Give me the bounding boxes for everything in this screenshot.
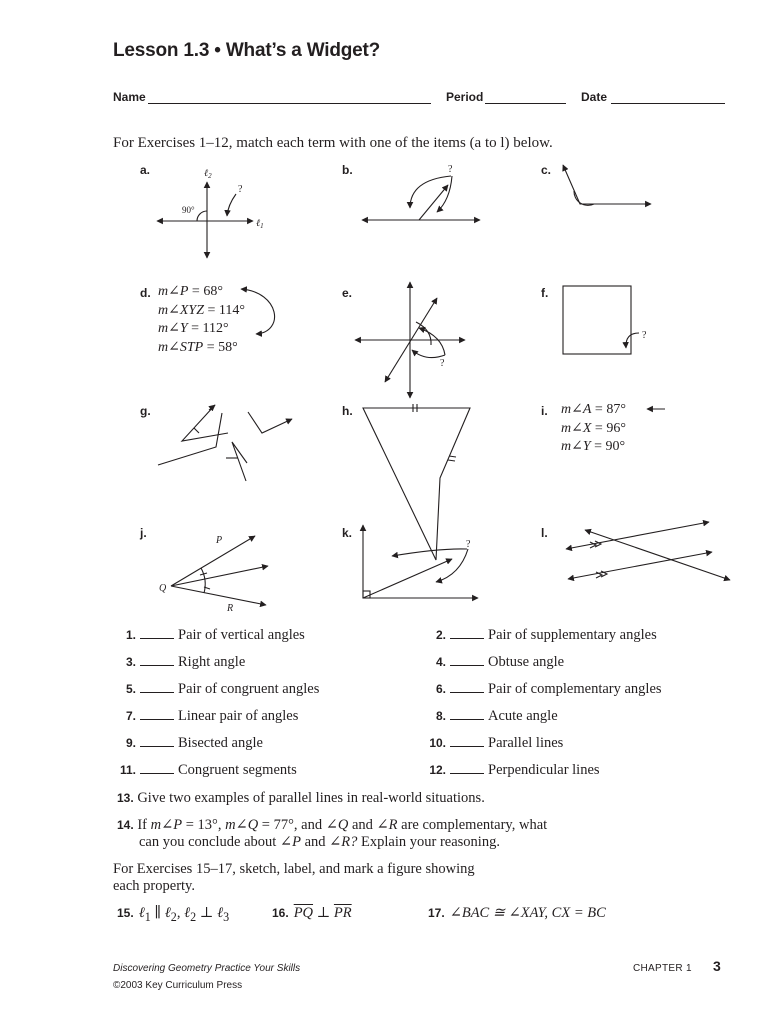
figure-k-complementary-angles [363, 525, 478, 598]
page-number: 3 [713, 958, 721, 974]
figure-e-label-question: ? [440, 358, 445, 369]
answer-blank-3[interactable] [140, 652, 174, 666]
period-label: Period [446, 90, 484, 104]
date-label: Date [581, 90, 608, 104]
figure-a-label-question: ? [238, 184, 243, 195]
figure-letter-a: a. [140, 163, 151, 177]
figure-a-label-l2: ℓ$_2$ [204, 168, 212, 180]
question-13: 13. Give two examples of parallel lines in real-world situations. [117, 790, 485, 806]
exercise-6: 6. Pair of complementary angles [435, 681, 662, 697]
figure-letter-j: j. [140, 526, 147, 540]
instructions-matching: For Exercises 1–12, match each term with one of the items (a to l) below. [113, 135, 553, 151]
answer-blank-4[interactable] [450, 652, 484, 666]
figure-j-bisected-angle [171, 536, 268, 605]
figure-j-label-r: R [227, 603, 234, 614]
exercise-11: 11. Congruent segments [119, 762, 297, 778]
question-16: 16. $\overline{PQ}$ ⊥ $\overline{PR}$ [272, 905, 352, 921]
figure-f-square [563, 286, 639, 354]
answer-blank-9[interactable] [140, 733, 174, 747]
exercise-8: 8. Acute angle [435, 708, 558, 724]
footer-copyright: ©2003 Key Curriculum Press [113, 980, 243, 991]
figure-i-line: m∠X = 96° [561, 420, 626, 436]
figure-a-label-angle: 90° [182, 205, 195, 215]
exercise-10: 10. Parallel lines [429, 735, 564, 751]
figure-letter-c: c. [541, 163, 552, 177]
figure-b-linear-pair [362, 176, 480, 220]
figure-b-label-question: ? [448, 164, 453, 175]
figure-letter-h: h. [342, 404, 353, 418]
exercise-12: 12. Perpendicular lines [429, 762, 600, 778]
figure-l-parallel-lines [566, 522, 730, 580]
figure-j-label-q: Q [159, 583, 167, 594]
question-17: 17. ∠BAC ≅ ∠XAY, CX = BC [428, 905, 606, 921]
exercise-3: 3. Right angle [125, 654, 246, 670]
answer-blank-8[interactable] [450, 706, 484, 720]
figure-d-line: m∠Y = 112° [158, 321, 229, 336]
figure-letter-b: b. [342, 163, 353, 177]
figure-k-label-question: ? [466, 539, 471, 550]
question-15: 15. ℓ$_1$ ∥ ℓ$_2$, ℓ$_2$ ⊥ ℓ$_3$ [117, 905, 230, 924]
figure-letter-g: g. [140, 404, 151, 418]
exercise-5: 5. Pair of congruent angles [125, 681, 320, 697]
answer-blank-1[interactable] [140, 625, 174, 639]
figure-d-line: m∠XYZ = 114° [158, 302, 245, 318]
name-label: Name [113, 90, 146, 104]
figure-letter-i: i. [541, 404, 548, 418]
figure-letter-f: f. [541, 286, 549, 300]
figure-i-line: m∠Y = 90° [561, 439, 626, 454]
instructions-sketch: For Exercises 15–17, sketch, label, and mark a figure showing each property. [113, 861, 475, 894]
exercise-7: 7. Linear pair of angles [125, 708, 299, 724]
answer-blank-10[interactable] [450, 733, 484, 747]
figure-a-label-l1: ℓ$_1$ [256, 218, 264, 230]
footer-chapter: CHAPTER 1 [633, 963, 692, 974]
answer-blank-12[interactable] [450, 760, 484, 774]
footer-book-title: Discovering Geometry Practice Your Skills [113, 963, 301, 974]
lesson-title: Lesson 1.3 • What’s a Widget? [113, 40, 381, 61]
figure-letter-e: e. [342, 286, 353, 300]
answer-blank-11[interactable] [140, 760, 174, 774]
figure-h-triangle [363, 404, 470, 560]
answer-blank-7[interactable] [140, 706, 174, 720]
figure-letter-l: l. [541, 526, 548, 540]
answer-blank-6[interactable] [450, 679, 484, 693]
figure-d-pair-arrow [241, 289, 275, 334]
figure-g-congruent-angles [158, 405, 292, 481]
figure-e-vertical-angles [355, 282, 465, 398]
question-14: 14. If m∠P = 13°, m∠Q = 77°, and ∠Q and ∠R are complementary, what can you conclude about ∠P and ∠R? Explain your reasoning. [117, 817, 548, 850]
figure-c-obtuse-angle [563, 165, 651, 205]
figure-letter-d: d. [140, 286, 151, 300]
figure-f-label-question: ? [642, 330, 647, 341]
figure-letter-k: k. [342, 526, 353, 540]
figure-j-label-p: P [216, 535, 223, 546]
exercise-2: 2. Pair of supplementary angles [435, 627, 657, 643]
answer-blank-5[interactable] [140, 679, 174, 693]
answer-blank-2[interactable] [450, 625, 484, 639]
exercise-1: 1. Pair of vertical angles [125, 627, 305, 643]
figure-d-line: m∠P = 68° [158, 284, 223, 299]
exercise-4: 4. Obtuse angle [435, 654, 565, 670]
figure-d-line: m∠STP = 58° [158, 339, 238, 355]
figure-i-line: m∠A = 87° [561, 402, 626, 417]
exercise-9: 9. Bisected angle [125, 735, 263, 751]
